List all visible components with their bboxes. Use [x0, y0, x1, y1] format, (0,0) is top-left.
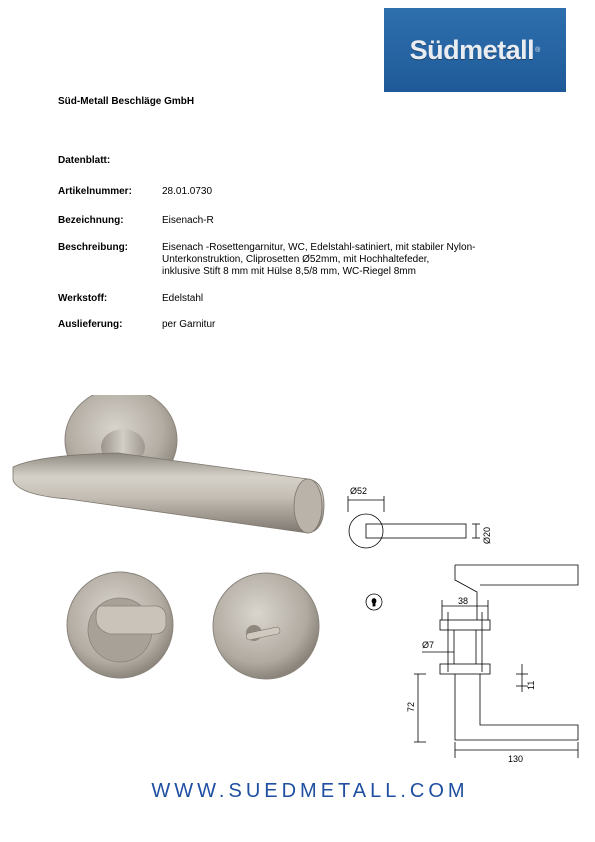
footer-website[interactable]: WWW.SUEDMETALL.COM: [151, 780, 469, 802]
dim-pin-diameter: Ø7: [422, 640, 435, 650]
brand-logo-text: Südmetall: [409, 34, 535, 65]
dim-height: 72: [406, 701, 416, 712]
field-value-line: inklusive Stift 8 mm mit Hülse 8,5/8 mm, WC-Riegel 8mm: [162, 266, 416, 277]
dim-width: 38: [458, 596, 469, 606]
dim-gap: 11: [526, 680, 536, 690]
field-label: Auslieferung:: [58, 319, 123, 330]
brand-logo: [384, 8, 566, 92]
datasheet-heading: Datenblatt:: [58, 155, 111, 166]
thumb-turn-image: [62, 568, 182, 684]
field-label: Beschreibung:: [58, 242, 129, 253]
field-value-line: Unterkonstruktion, Cliprosetten Ø52mm, mit Hochhaltefeder,: [162, 254, 430, 265]
registered-mark: ®: [535, 46, 541, 54]
dim-length: 130: [508, 754, 524, 764]
field-value-line: Eisenach -Rosettengarnitur, WC, Edelstahl-satiniert, mit stabiler Nylon-: [162, 242, 476, 253]
dim-rose-diameter: Ø52: [350, 486, 368, 496]
field-value: Eisenach-R: [162, 215, 214, 226]
field-label: Werkstoff:: [58, 293, 108, 304]
field-label: Bezeichnung:: [58, 215, 124, 226]
lever-handle-image: [8, 395, 328, 555]
field-label: Artikelnummer:: [58, 186, 132, 197]
dim-bar-diameter: Ø20: [482, 526, 492, 544]
company-name: Süd-Metall Beschläge GmbH: [58, 96, 195, 107]
field-value: per Garnitur: [162, 319, 216, 330]
field-value: Edelstahl: [162, 293, 204, 304]
technical-drawing: [330, 480, 590, 770]
field-value: 28.01.0730: [162, 186, 213, 197]
emergency-release-image: [210, 570, 322, 682]
